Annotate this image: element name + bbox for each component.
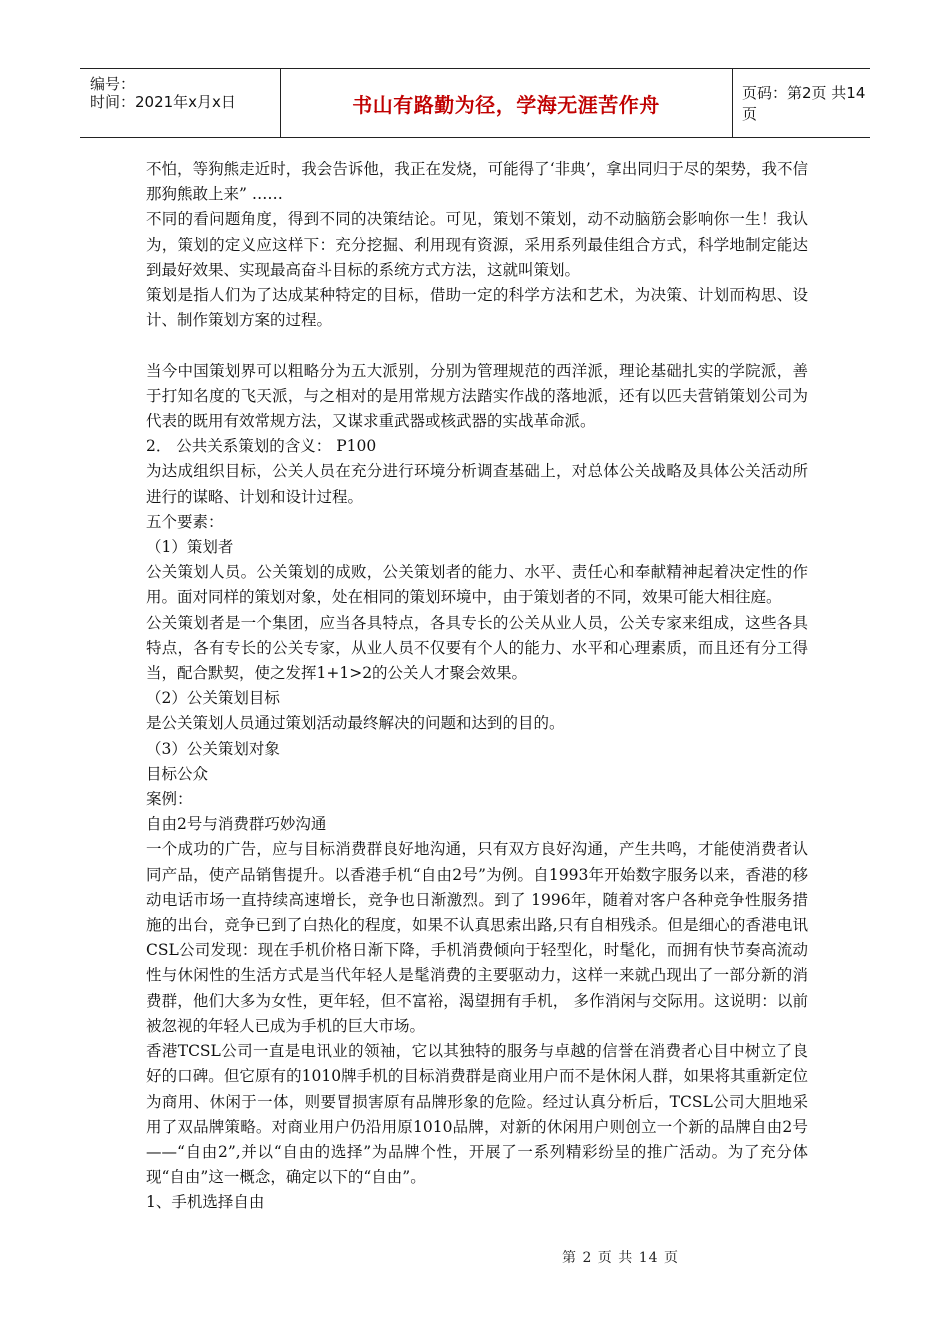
page-header [80,68,870,138]
section-heading: 2． 公共关系策划的含义： P100 [146,437,377,456]
header-meta-cell [80,69,281,137]
document-date-label: 时间：2021年x月x日 [90,93,236,111]
case-title: 自由2号与消费群巧妙沟通 [146,815,327,834]
page-footer: 第 2 页 共 14 页 [562,1250,679,1266]
header-page-info: 页码：第2页 共14页 [742,84,866,123]
paragraph: 为达成组织目标，公关人员在充分进行环境分析调查基础上，对总体公关战略及具体公关活动所进行的谋略、计划和设计过程。 [146,462,808,506]
paragraph: 1、手机选择自由 [146,1193,265,1212]
paragraph: 不怕，等狗熊走近时，我会告诉他，我正在发烧，可能得了‘非典’，拿出同归于尽的架势，我不信那狗熊敢上来” …… [146,160,808,204]
paragraph: 一个成功的广告，应与目标消费群良好地沟通，只有双方良好沟通，产生共鸣，才能使消费者认同产品，使产品销售提升。以香港手机“自由2号”为例。自1993年开始数字服务以来，香港的移动电话市场一直持续高速增长，竞争也日渐激烈。到了 1996年，随着对客户各种竞争性服务措施的出台，竞争已到了白热化的程度，如果不认真思索出路,只有自相残杀。但是细心的香港电讯CSL公司发现：现在手机价格日渐下降，手机消费倾向于轻型化，时髦化，而拥有快节奏高流动性与休闲性的生活方式是当代年轻人是髦消费的主要驱动力，这样一来就凸现出了一部分新的消费群，他们大多为女性，更年轻，但不富裕，渴望拥有手机， 多作消闲与交际用。这说明：以前被忽视的年轻人已成为手机的巨大市场。 [146,840,808,1035]
document-body [146,157,808,1216]
subheading: （2）公关策划目标 [146,689,280,708]
blank-line [146,333,808,358]
paragraph: 不同的看问题角度，得到不同的决策结论。可见，策划不策划，动不动脑筋会影响你一生！我认为，策划的定义应这样下：充分挖掘、利用现有资源，采用系列最佳组合方式，科学地制定能达到最好效果、实现最高奋斗目标的系统方式方法，这就叫策划。 [146,210,808,279]
paragraph: 当今中国策划界可以粗略分为五大派别，分别为管理规范的西洋派，理论基础扎实的学院派，善于打知名度的飞天派，与之相对的是用常规方法踏实作战的落地派，还有以匹夫营销策划公司为代表的既用有效常规方法，又谋求重武器或核武器的实战革命派。 [146,361,808,431]
paragraph: 案例： [146,790,193,809]
subheading: （3）公关策划对象 [146,739,280,758]
paragraph: 策划是指人们为了达成某种特定的目标，借助一定的科学方法和艺术，为决策、计划而构思、设计、制作策划方案的过程。 [146,286,808,330]
paragraph: 目标公众 [146,764,209,783]
paragraph: 五个要素： [146,512,224,531]
paragraph: 香港TCSL公司一直是电讯业的领袖，它以其独特的服务与卓越的信誉在消费者心目中树立了良好的口碑。但它原有的1010牌手机的目标消费群是商业用户而不是休闲人群，如果将其重新定位为商用、休闲于一体，则要冒损害原有品牌形象的危险。经过认真分析后，TCSL公司大胆地采用了双品牌策略。对商业用户仍沿用原1010品牌，对新的休闲用户则创立一个新的品牌自由2号——“自由2”,并以“自由的选择”为品牌个性，开展了一系列精彩纷呈的推广活动。为了充分体现“自由”这一概念，确定以下的“自由”。 [146,1042,808,1187]
header-motto: 书山有路勤为径，学海无涯苦作舟 [280,69,733,137]
subheading: （1）策划者 [146,538,234,557]
paragraph: 公关策划者是一个集团，应当各具特点，各具专长的公关从业人员，公关专家来组成，这些各具特点，各有专长的公关专家，从业人员不仅要有个人的能力、水平和心理素质，而且还有分工得当，配合默契，使之发挥1+1>2的公关人才聚会效果。 [146,613,808,683]
paragraph: 是公关策划人员通过策划活动最终解决的问题和达到的目的。 [146,714,565,733]
paragraph: 公关策划人员。公关策划的成败，公关策划者的能力、水平、责任心和奉献精神起着决定性的作用。面对同样的策划对象，处在相同的策划环境中，由于策划者的不同，效果可能大相往庭。 [146,563,808,607]
document-number-label: 编号： [90,75,136,93]
